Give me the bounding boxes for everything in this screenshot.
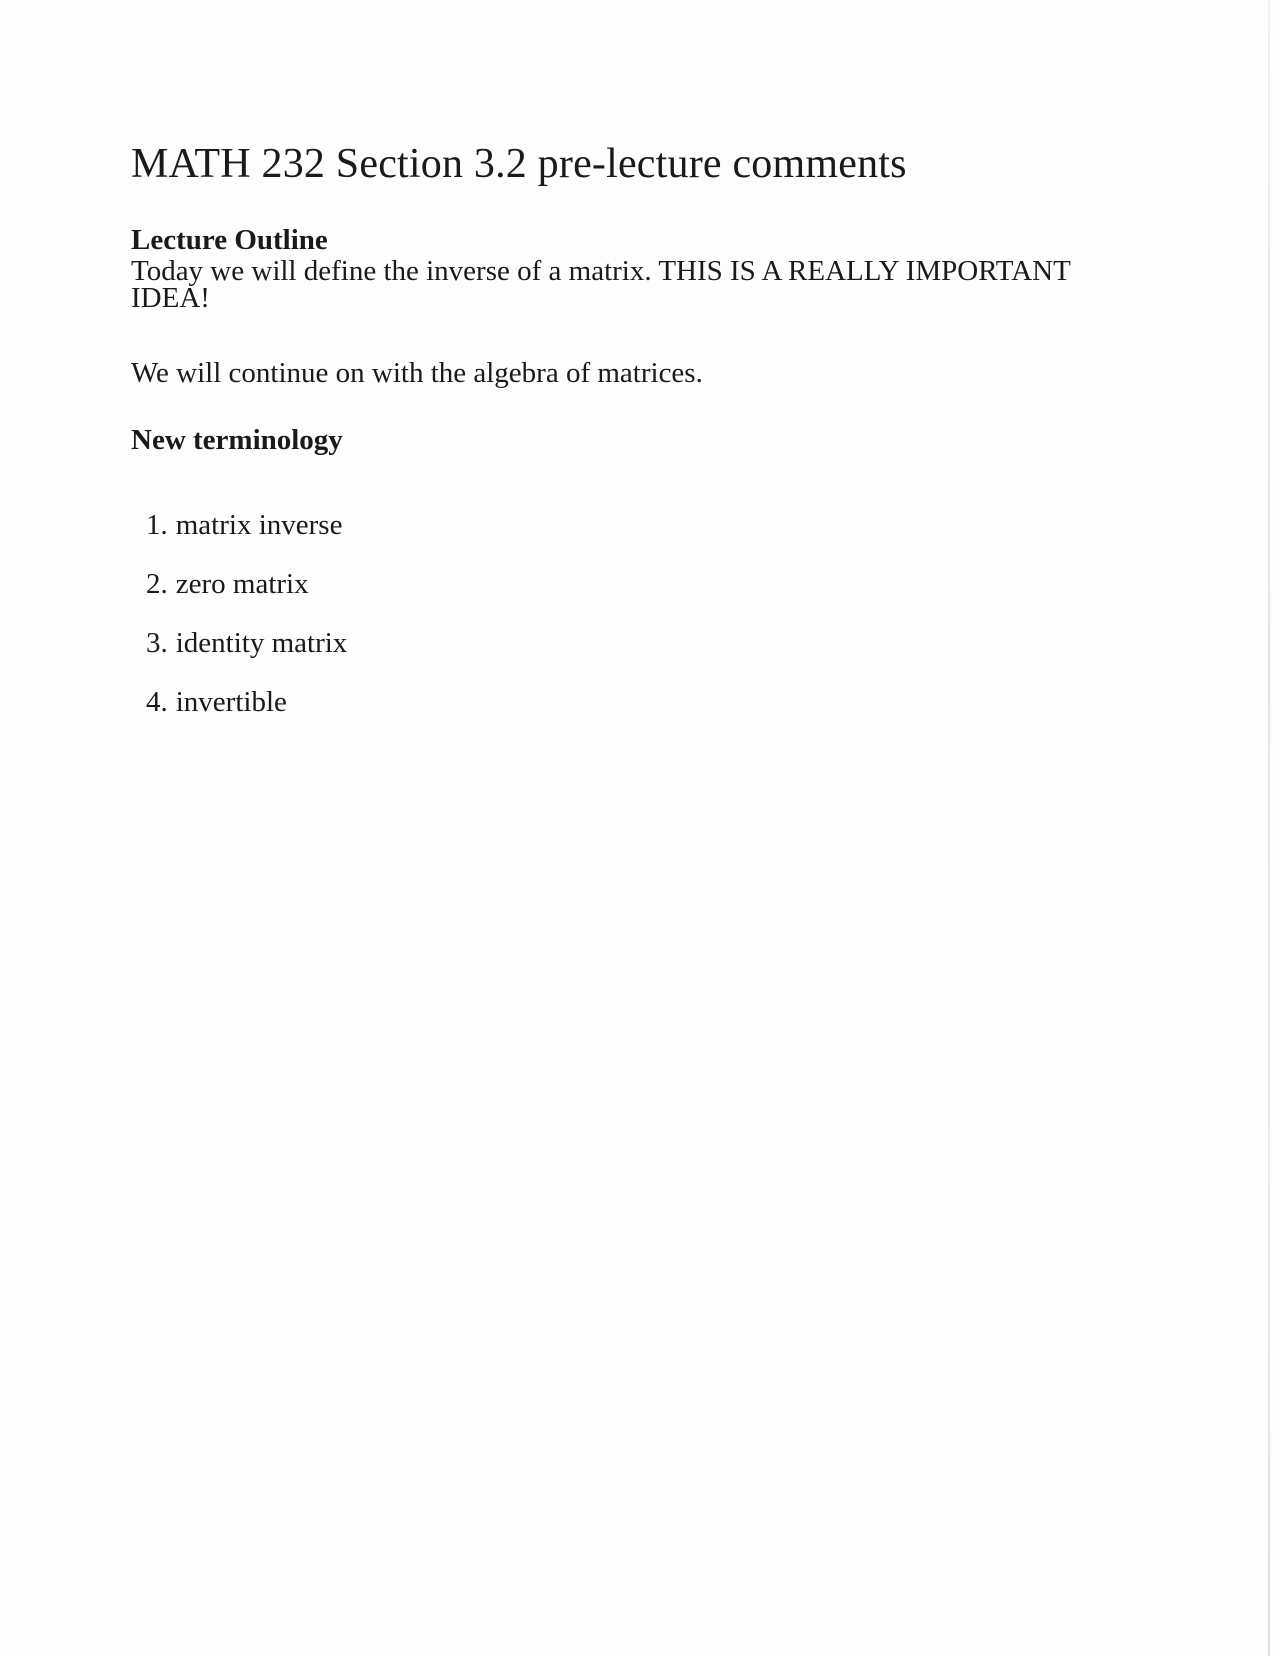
scan-edge [1268,0,1270,1656]
list-item [146,508,347,567]
list-item-number: 3. [146,627,168,659]
list-item [146,626,347,685]
lecture-outline-paragraph-2: We will continue on with the algebra of matrices. [131,357,703,389]
list-item-term: matrix inverse [175,509,343,541]
list-item-term: zero matrix [175,568,309,600]
lecture-outline-paragraph-1: Today we will define the inverse of a matrix. THIS IS A REALLY IMPORTANT IDEA! [131,255,1071,314]
page-title: MATH 232 Section 3.2 pre-lecture comments [131,141,907,187]
new-terminology-heading: New terminology [131,424,343,456]
lecture-outline-heading: Lecture Outline [131,224,328,256]
list-item [146,567,347,626]
terminology-list [146,508,347,744]
list-item-number: 4. [146,686,168,718]
list-item-number: 1. [146,509,168,541]
list-item-number: 2. [146,568,168,600]
list-item-term: invertible [175,686,287,718]
list-item-term: identity matrix [175,627,348,659]
list-item [146,685,347,744]
